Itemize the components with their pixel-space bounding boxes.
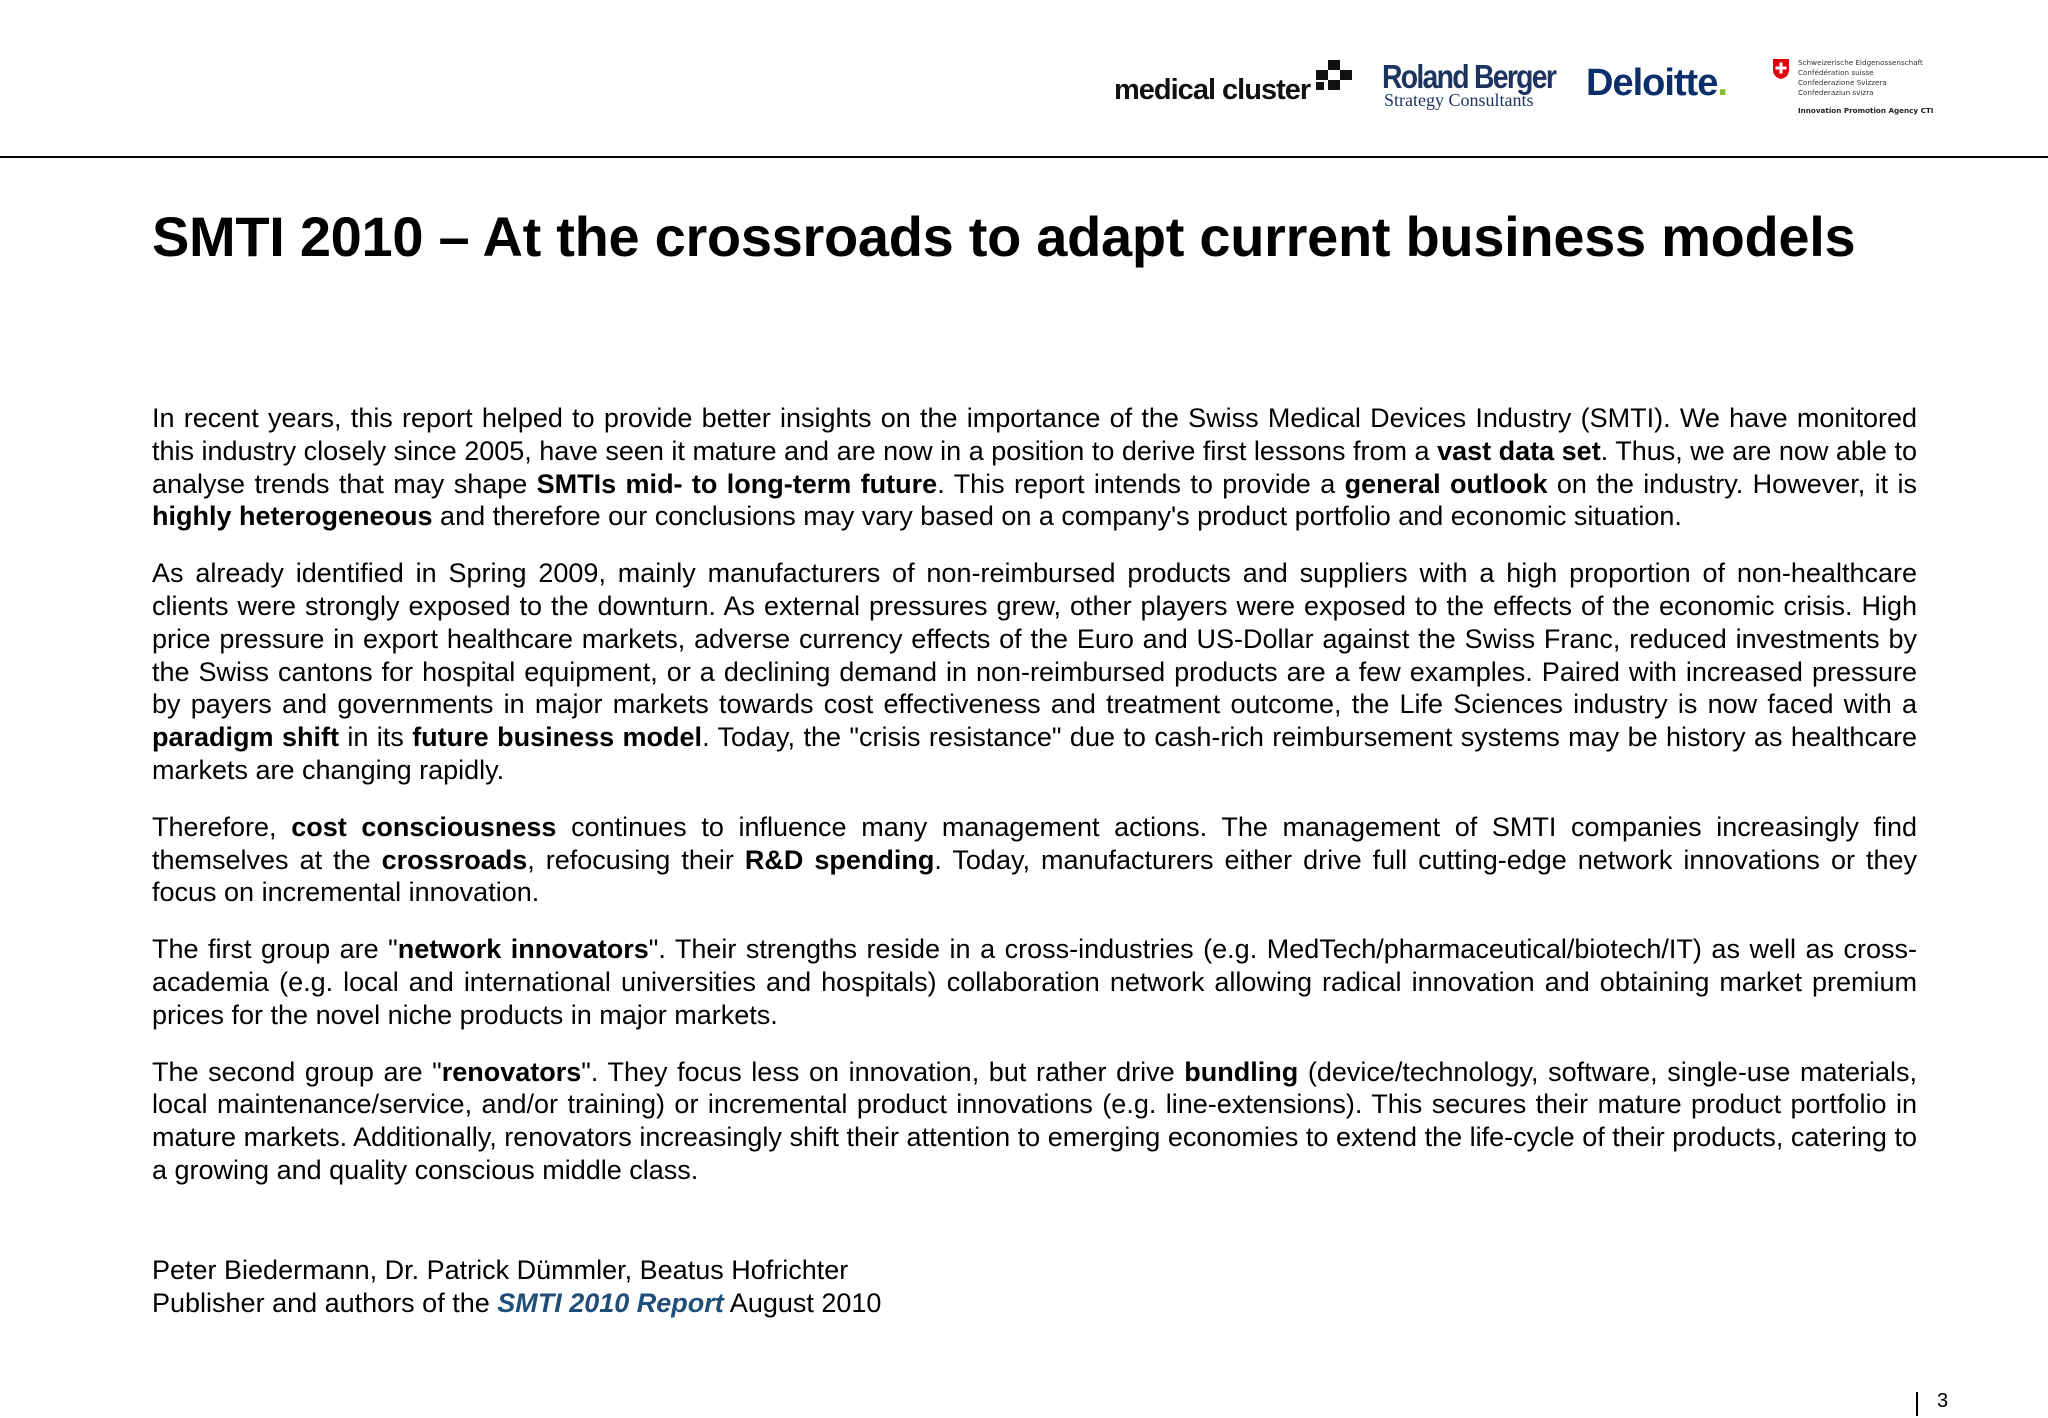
emphasis-text: cost consciousness (291, 811, 557, 842)
body-paragraph (152, 557, 1917, 787)
body-paragraph (152, 402, 1917, 533)
header-divider (0, 156, 2048, 158)
smti-report-link[interactable]: SMTI 2010 Report (497, 1288, 724, 1318)
paragraph-text: and therefore our conclusions may vary based on a company's product portfolio and economic situation. (432, 501, 1682, 532)
paragraph-text: ". They focus less on innovation, but rather drive (581, 1056, 1185, 1087)
paragraph-text: . This report intends to provide a (937, 468, 1345, 499)
body-paragraph (152, 1056, 1917, 1187)
emphasis-text: future business model (412, 722, 703, 753)
body-text (152, 402, 1917, 1211)
paragraph-text: As already identified in Spring 2009, mainly manufacturers of non-reimbursed products and suppliers with a high proportion of non-healthcare clients were strongly exposed to the downturn. As external pressures grew, other players were exposed to the effects of the economic crisis. High price pressure in export healthcare markets, adverse currency effects of the Euro and US-Dollar against the Swiss Franc, reduced investments by the Swiss cantons for hospital equipment, or a declining demand in non-reimbursed products are a few examples. Paired with increased pressure by payers and governments in major markets towards cost effectiveness and treatment outcome, the Life Sciences industry is now faced with a (152, 558, 1917, 720)
deloitte-logo: Deloitte. (1586, 62, 1727, 104)
publisher-line: Publisher and authors of the SMTI 2010 Report August 2010 (152, 1288, 882, 1318)
signature-block (152, 1254, 881, 1320)
page-number-divider (1916, 1392, 1918, 1416)
paragraph-text: The second group are " (152, 1056, 442, 1087)
emphasis-text: paradigm shift (152, 722, 339, 753)
body-paragraph (152, 933, 1917, 1031)
emphasis-text: highly heterogeneous (152, 501, 433, 532)
paragraph-text: In recent years, this report helped to provide better insights on the importance of the Swiss Medical Devices Industry (SMTI). We have monitored this industry closely since 2005, have seen it mature and are now in a position to derive first lessons from a (152, 403, 1917, 466)
emphasis-text: crossroads (381, 844, 528, 875)
body-paragraph (152, 811, 1917, 909)
paragraph-text: in its (338, 722, 413, 753)
page-title: SMTI 2010 – At the crossroads to adapt current business models (152, 205, 1856, 268)
emphasis-text: bundling (1184, 1056, 1299, 1087)
partner-logos (1114, 56, 1934, 126)
paragraph-text: , refocusing their (527, 844, 745, 875)
page-number: 3 (1937, 1390, 1949, 1412)
emphasis-text: renovators (441, 1056, 582, 1087)
medical-cluster-logo: medical cluster (1114, 74, 1311, 106)
paragraph-text: The first group are " (152, 934, 398, 965)
paragraph-text: (device/technology, software, single-use materials, local maintenance/service, and/or training) or incremental product innovations (e.g. line-extensions). This secures their mature product portfolio in mature markets. Additionally, renovators increasingly shift their attention to emerging economies to extend the life-cycle of their products, catering to a growing and quality conscious middle class. (152, 1056, 1917, 1185)
paragraph-text: on the industry. However, it is (1547, 468, 1918, 499)
medical-cluster-mark-icon (1314, 60, 1354, 94)
swiss-confederation-logo (1764, 56, 1946, 120)
emphasis-text: SMTIs mid- to long-term future (536, 468, 938, 499)
paragraph-text: Therefore, (152, 811, 292, 842)
paragraph-text: . Today, manufacturers either drive full cutting-edge network innovations or they focus on incremental innovation. (152, 844, 1917, 908)
emphasis-text: vast data set (1437, 435, 1601, 466)
emphasis-text: general outlook (1344, 468, 1548, 499)
roland-berger-logo: Roland Berger Strategy Consultants (1382, 58, 1556, 110)
emphasis-text: R&D spending (744, 844, 935, 875)
cti-agency-label: Innovation Promotion Agency CTI (1798, 106, 1934, 115)
paragraph-text: . Thus, we are now able to analyse trends that may shape (152, 435, 1917, 499)
swiss-confederation-names: Schweizerische Eidgenossenschaft Confédération suisse Confederazione Svizzera Confederaziun svizra (1798, 58, 1923, 97)
authors-line: Peter Biedermann, Dr. Patrick Dümmler, Beatus Hofrichter (152, 1255, 849, 1285)
paragraph-text: ". Their strengths reside in a cross-industries (e.g. MedTech/pharmaceutical/biotech/IT) as well as cross-academia (e.g. local and international universities and hospitals) collaboration network allowing radical innovation and obtaining market premium prices for the novel niche products in major markets. (152, 934, 1918, 1030)
paragraph-text: continues to influence many management actions. The management of SMTI companies increasingly find themselves at the (152, 811, 1917, 875)
paragraph-text: . Today, the "crisis resistance" due to cash-rich reimbursement systems may be history as healthcare markets are changing rapidly. (152, 722, 1917, 785)
swiss-shield-icon (1772, 58, 1790, 80)
emphasis-text: network innovators (397, 934, 649, 965)
